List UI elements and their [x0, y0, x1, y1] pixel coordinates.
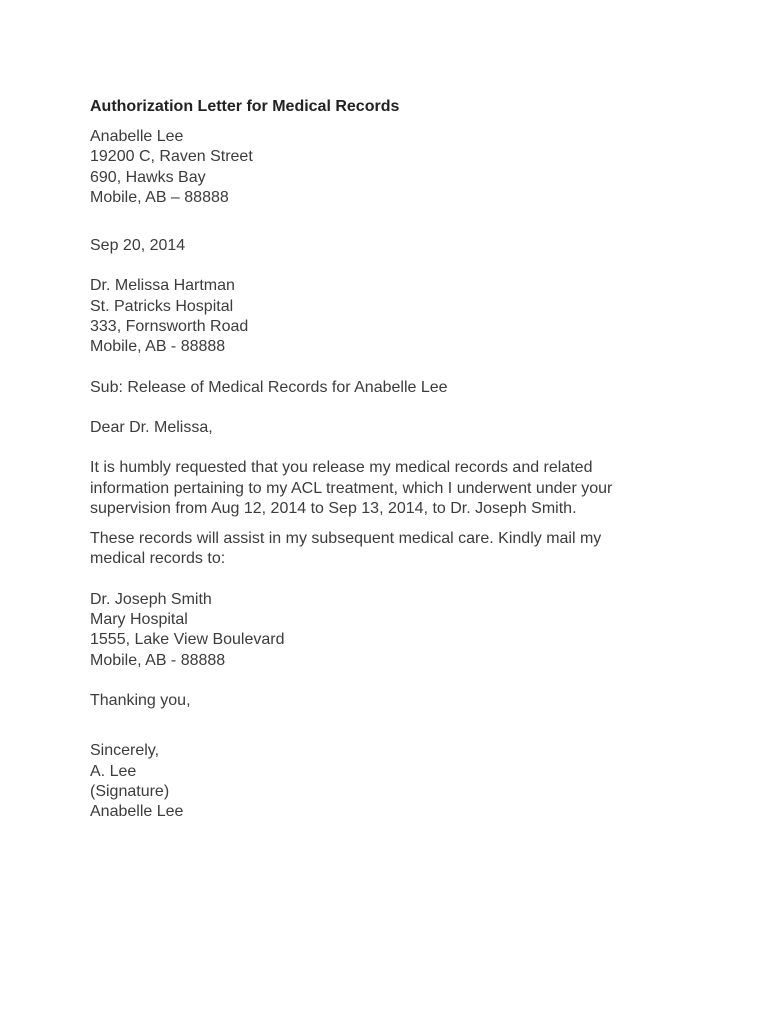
subject-line: Sub: Release of Medical Records for Anabelle Lee: [90, 378, 448, 396]
sender-address-line-1: 19200 C, Raven Street: [90, 148, 253, 166]
body-paragraph-1-line-1: It is humbly requested that you release my medical records and related: [90, 459, 593, 477]
forward-to-org: Mary Hospital: [90, 611, 188, 629]
signature-placeholder: (Signature): [90, 782, 170, 800]
recipient-city-line: Mobile, AB - 88888: [90, 338, 226, 356]
recipient-address-line-1: 333, Fornsworth Road: [90, 318, 249, 336]
signer-full-name: Anabelle Lee: [90, 803, 184, 821]
recipient-address: [90, 276, 690, 357]
valediction: Sincerely,: [90, 742, 160, 760]
letter-date-block: [90, 236, 690, 256]
forward-to-address: [90, 590, 690, 671]
subject-block: [90, 378, 690, 398]
forward-to-address-line-1: 1555, Lake View Boulevard: [90, 631, 285, 649]
body-paragraph-2-line-2: medical records to:: [90, 550, 226, 568]
letter-title: Authorization Letter for Medical Records: [90, 98, 400, 115]
letter-page: [90, 97, 690, 822]
sender-city-line: Mobile, AB – 88888: [90, 188, 229, 206]
body-paragraph-1-line-3: supervision from Aug 12, 2014 to Sep 13, 2014, to Dr. Joseph Smith.: [90, 499, 577, 517]
body-paragraph-1: [90, 458, 690, 519]
signer-short-name: A. Lee: [90, 762, 137, 780]
letter-date: Sep 20, 2014: [90, 237, 186, 255]
closing-block: [90, 741, 690, 822]
recipient-org: St. Patricks Hospital: [90, 297, 234, 315]
forward-to-name: Dr. Joseph Smith: [90, 590, 212, 608]
thanks-line: Thanking you,: [90, 691, 191, 709]
recipient-name: Dr. Melissa Hartman: [90, 277, 235, 295]
body-paragraph-2: [90, 529, 690, 570]
sender-name: Anabelle Lee: [90, 128, 184, 145]
body-paragraph-1-line-2: information pertaining to my ACL treatment, which I underwent under your: [90, 479, 613, 497]
forward-to-city-line: Mobile, AB - 88888: [90, 651, 226, 669]
thanks-block: [90, 691, 690, 711]
sender-address-line-2: 690, Hawks Bay: [90, 168, 206, 186]
body-paragraph-2-line-1: These records will assist in my subsequent medical care. Kindly mail my: [90, 530, 602, 548]
salutation: Dear Dr. Melissa,: [90, 418, 213, 436]
sender-address: [90, 127, 690, 208]
salutation-block: [90, 418, 690, 438]
